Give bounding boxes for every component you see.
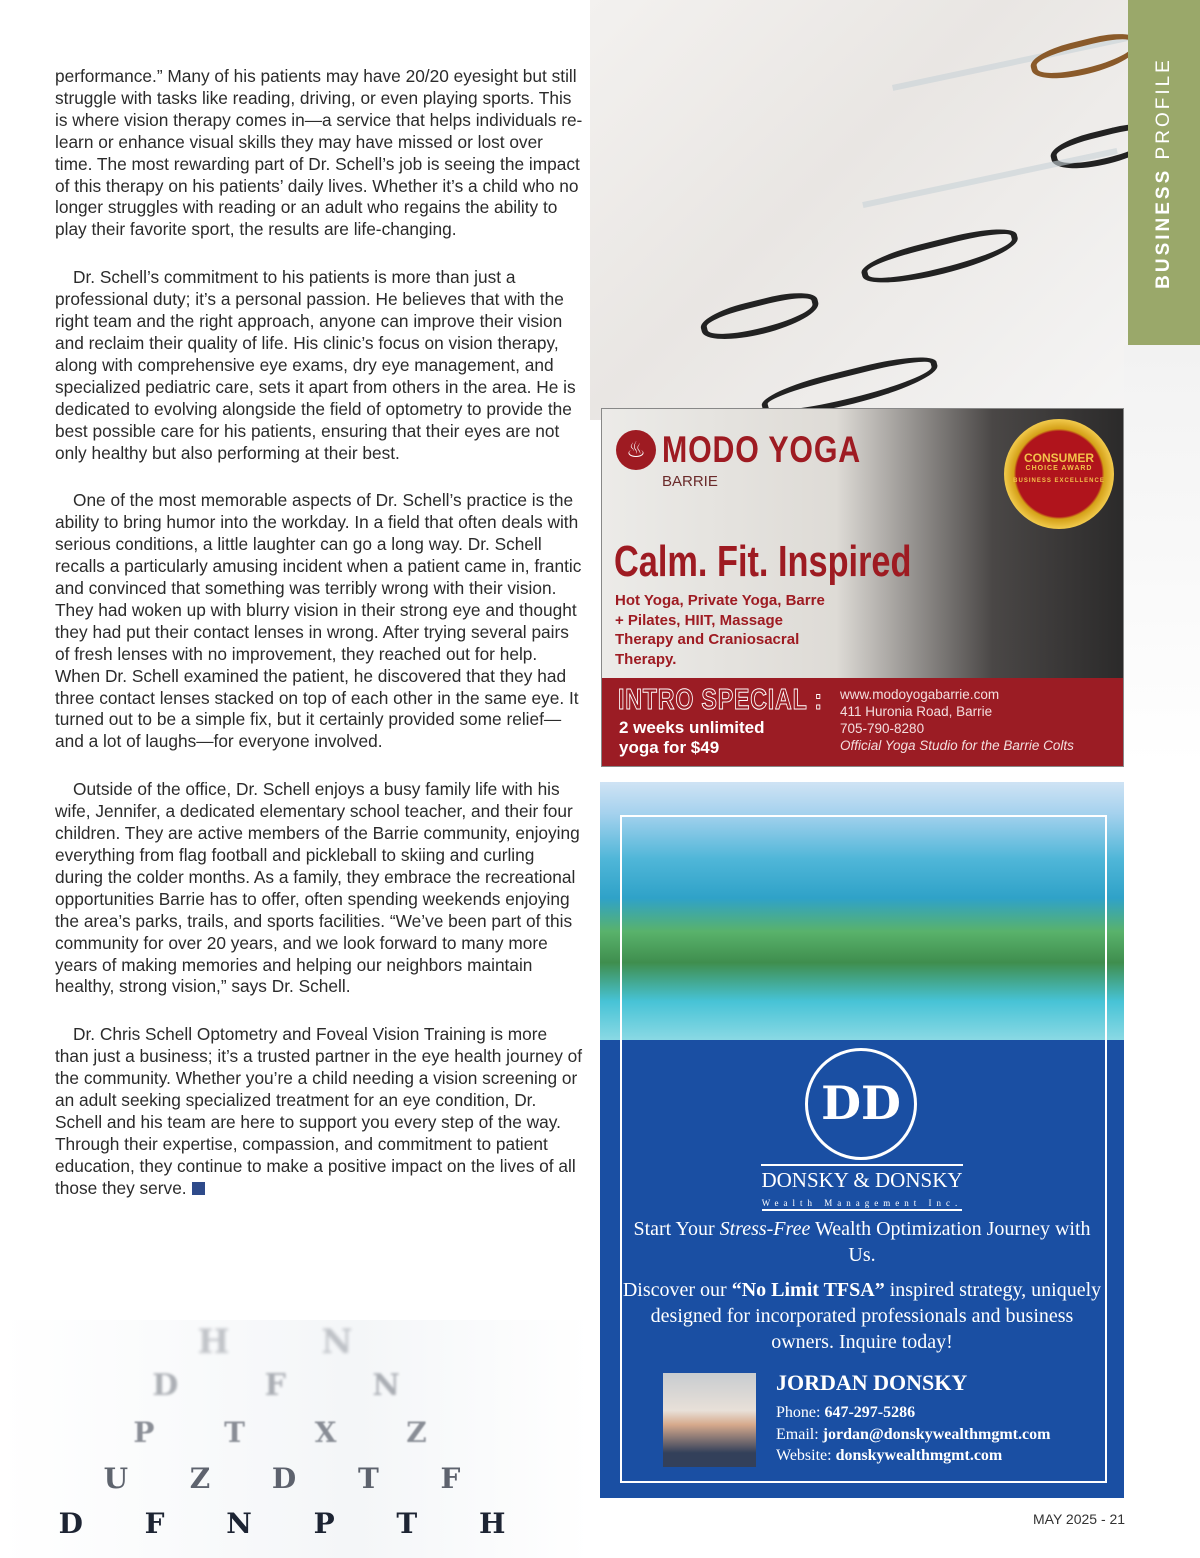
- contact-phone[interactable]: 647-297-5286: [824, 1404, 916, 1421]
- jordan-donsky-photo: [663, 1373, 756, 1467]
- eye-chart-row: D F N P T H: [58, 1507, 532, 1540]
- donsky-wealth-ad[interactable]: [600, 782, 1124, 1498]
- article-paragraph-last: [55, 1024, 583, 1199]
- intro-special-title: INTRO SPECIAL :: [618, 684, 823, 716]
- yoga-contact: [840, 686, 1074, 754]
- yoga-website-link[interactable]: www.modoyogabarrie.com: [840, 687, 1000, 702]
- ad-services: Hot Yoga, Private Yoga, Barre + Pilates, HIIT, Massage Therapy and Craniosacral Therapy.: [615, 592, 825, 668]
- section-tab: [1128, 0, 1200, 345]
- intro-deal: [619, 718, 765, 758]
- website-label: Website:: [776, 1447, 836, 1464]
- contact-website[interactable]: donskywealthmgmt.com: [835, 1447, 1003, 1464]
- yoga-phone[interactable]: 705-790-8280: [840, 721, 925, 736]
- consumer-choice-award-badge: [1004, 419, 1114, 529]
- contact-email[interactable]: jordan@donskywealthmgmt.com: [822, 1425, 1051, 1443]
- body-text: Discover our: [622, 1279, 732, 1301]
- article-paragraph: Dr. Schell’s commitment to his patients is more than just a professional duty; it’s a personal passion. He believes that with the right team and the right approach, anyone can improve their vision and reclaim their quality of life. His clinic’s focus on vision therapy, along with comprehensive eye exams, dry eye management, and specialized pediatric care, sets it apart from others in the area. He is dedicated to evolving alongside the field of optometry to provide the best possible care for his patients, ensuring that their eyes are not only healthy but also performing at their best.: [55, 267, 576, 463]
- ad-slogan: Calm. Fit. Inspired: [614, 537, 912, 586]
- article-body: [55, 66, 583, 1226]
- eye-chart-row: U Z D T F: [103, 1462, 487, 1495]
- intro-special-bar: [602, 678, 1123, 766]
- body-text: inspired strategy, uniquely designed for incorporated professionals and business owners. Inquire today!: [650, 1279, 1102, 1353]
- article-paragraph: Outside of the office, Dr. Schell enjoys a busy family life with his wife, Jennifer, a dedicated elementary school teacher, and their four children. They are active members of the Barrie community, enjoying everything from flag football and pickleball to skiing and curling during the colder months. As a family, they embrace the recreational opportunities Barrie has to offer, often spending weekends enjoying the area’s parks, trails, and sports facilities. “We’ve been part of this community for over 20 years, and we look forward to many more years of making memories and helping our neighbors maintain healthy, strong vision,” says Dr. Schell.: [55, 779, 580, 997]
- donsky-body: [622, 1277, 1102, 1355]
- flame-icon: ♨: [616, 430, 656, 470]
- deal-line: 2 weeks unlimited: [619, 718, 765, 737]
- email-label: Email:: [776, 1425, 823, 1443]
- headline-text: Start Your: [633, 1218, 720, 1240]
- company-name: DONSKY & DONSKY: [761, 1164, 962, 1193]
- donsky-headline: [630, 1216, 1094, 1268]
- headline-emphasis: Stress-Free: [719, 1218, 811, 1240]
- article-paragraph: One of the most memorable aspects of Dr. Schell’s practice is the ability to bring humor into the workday. In a field that often deals with serious conditions, a little laughter can go a long way. Dr. Schell recalls a particularly amusing incident when a patient came in, frantic and convinced that something was terribly wrong with their vision. They had woken up with blurry vision in their strong eye and thought they had put their contact lenses in wrong. After trying several pairs of fresh lenses with no improvement, they reached out for help. When Dr. Schell examined the patient, he discovered that they had three contact lenses stacked on top of each other in the same eye. It turned out to be a simple fix, but it certainly provided some relief—and a lot of laughs—for everyone involved.: [55, 490, 582, 752]
- eye-chart-row: H N: [197, 1322, 393, 1362]
- donsky-logo: DD: [805, 1048, 917, 1160]
- article-paragraph: performance.” Many of his patients may have 20/20 eyesight but still struggle with tasks like reading, driving, or even playing sports. This is where vision therapy comes in—a service that helps individuals re-learn or enhance visual skills they may have missed or lost over time. The most rewarding part of Dr. Schell’s job is seeing the impact of this therapy on his patients’ daily lives. Whether it’s a child who no longer struggles with reading or an adult who regains the ability to play their favorite sport, the results are life-changing.: [55, 66, 583, 240]
- brand-name: MODO YOGA: [662, 429, 861, 470]
- end-mark-icon: [192, 1182, 205, 1195]
- page-footer: MAY 2025 - 21: [1033, 1511, 1126, 1527]
- badge-line3: BUSINESS EXCELLENCE: [1013, 478, 1105, 484]
- body-bold: “No Limit TFSA”: [731, 1279, 885, 1301]
- section-tab-light: PROFILE: [1153, 56, 1174, 159]
- photo-edge: [1124, 345, 1200, 765]
- eyeglasses-display-photo: [590, 0, 1200, 420]
- eye-chart-photo: [0, 1320, 590, 1558]
- deal-line: yoga for $49: [619, 738, 720, 757]
- modo-yoga-logo: [616, 429, 905, 471]
- yoga-address: 411 Huronia Road, Barrie: [840, 704, 993, 719]
- donsky-company: [600, 1164, 1124, 1211]
- phone-label: Phone:: [776, 1404, 825, 1421]
- article-paragraph-text: Dr. Chris Schell Optometry and Foveal Vision Training is more than just a business; it’s a trusted partner in the eye health journey of the community. Whether you’re a child needing a vision screening or an adult seeking specialized treatment for an eye condition, Dr. Schell and his team are here to support you every step of the way. Through their expertise, compassion, and commitment to patient education, they continue to make a positive impact on the lives of all those they serve.: [55, 1024, 583, 1198]
- section-tab-bold: BUSINESS: [1153, 167, 1174, 289]
- yoga-tagline: Official Yoga Studio for the Barrie Colts: [840, 738, 1074, 753]
- badge-line1: CONSUMER: [1023, 451, 1094, 465]
- eye-chart-row: P T X Z: [133, 1416, 457, 1449]
- modo-yoga-ad[interactable]: [601, 408, 1124, 767]
- contact-name: JORDAN DONSKY: [776, 1370, 968, 1395]
- eye-chart-row: D F N: [152, 1368, 438, 1403]
- badge-line2: CHOICE AWARD: [1025, 465, 1093, 472]
- company-sub: Wealth Management Inc.: [762, 1198, 963, 1211]
- brand-location: BARRIE: [662, 473, 718, 490]
- contact-info: [776, 1402, 1050, 1467]
- headline-text: Wealth Optimization Journey with Us.: [810, 1218, 1091, 1266]
